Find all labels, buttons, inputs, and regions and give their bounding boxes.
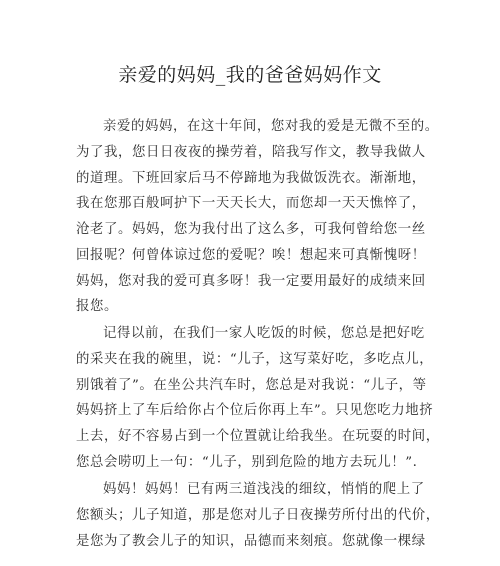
paragraph-line: 的道理。下班回家后马不停蹄地为我做饭洗衣。渐渐地， [76, 171, 426, 186]
paragraph-line: 亲爱的妈妈，在这十年间，您对我的爱是无微不至的。 [103, 119, 439, 134]
paragraph-line: 别饿着了”。在坐公共汽车时，您总是对我说：“儿子，等 [76, 378, 427, 393]
paragraph-line: 是您为了教会儿子的知识，品德而来刻痕。您就像一棵绿 [76, 534, 426, 549]
paragraph-line: 妈妈！妈妈！已有两三道浅浅的细纹，悄悄的爬上了 [103, 482, 425, 497]
article-title: 亲爱的妈妈_我的爸爸妈妈作文 [118, 64, 382, 86]
paragraph-line: 您额头；儿子知道，那是您对儿子日夜操劳所付出的代价， [76, 508, 440, 523]
paragraph-line: 报您。 [76, 299, 118, 314]
paragraph-line: 回报呢？何曾体谅过您的爱呢？唉！想起来可真惭愧呀！ [76, 248, 426, 263]
paragraph-line: 记得以前，在我们一家人吃饭的时候，您总是把好吃 [103, 326, 425, 341]
paragraph-line: 的采夹在我的碗里，说：“儿子，这写菜好吃，多吃点儿， [76, 352, 434, 367]
paragraph-line: 妈妈，您对我的爱可真多呀！我一定要用最好的成绩来回 [76, 274, 426, 289]
paragraph-line: 上去，好不容易占到一个位置就让给我坐。在玩耍的时间， [76, 429, 440, 444]
paragraph-line: 为了我，您日日夜夜的操劳着，陪我写作文，教导我做人 [76, 145, 426, 160]
paragraph-line: 沧老了。妈妈，您为我付出了这么多，可我何曾给您一丝 [76, 222, 426, 237]
paragraph-line: 妈妈挤上了车后给你占个位后你再上车”。只见您吃力地挤 [76, 403, 434, 418]
paragraph-line: 我在您那百般呵护下一天天长大，而您却一天天憔悴了， [76, 196, 426, 211]
paragraph-line: 您总会唠叨上一句：“儿子，别到危险的地方去玩儿！”. [76, 455, 418, 470]
